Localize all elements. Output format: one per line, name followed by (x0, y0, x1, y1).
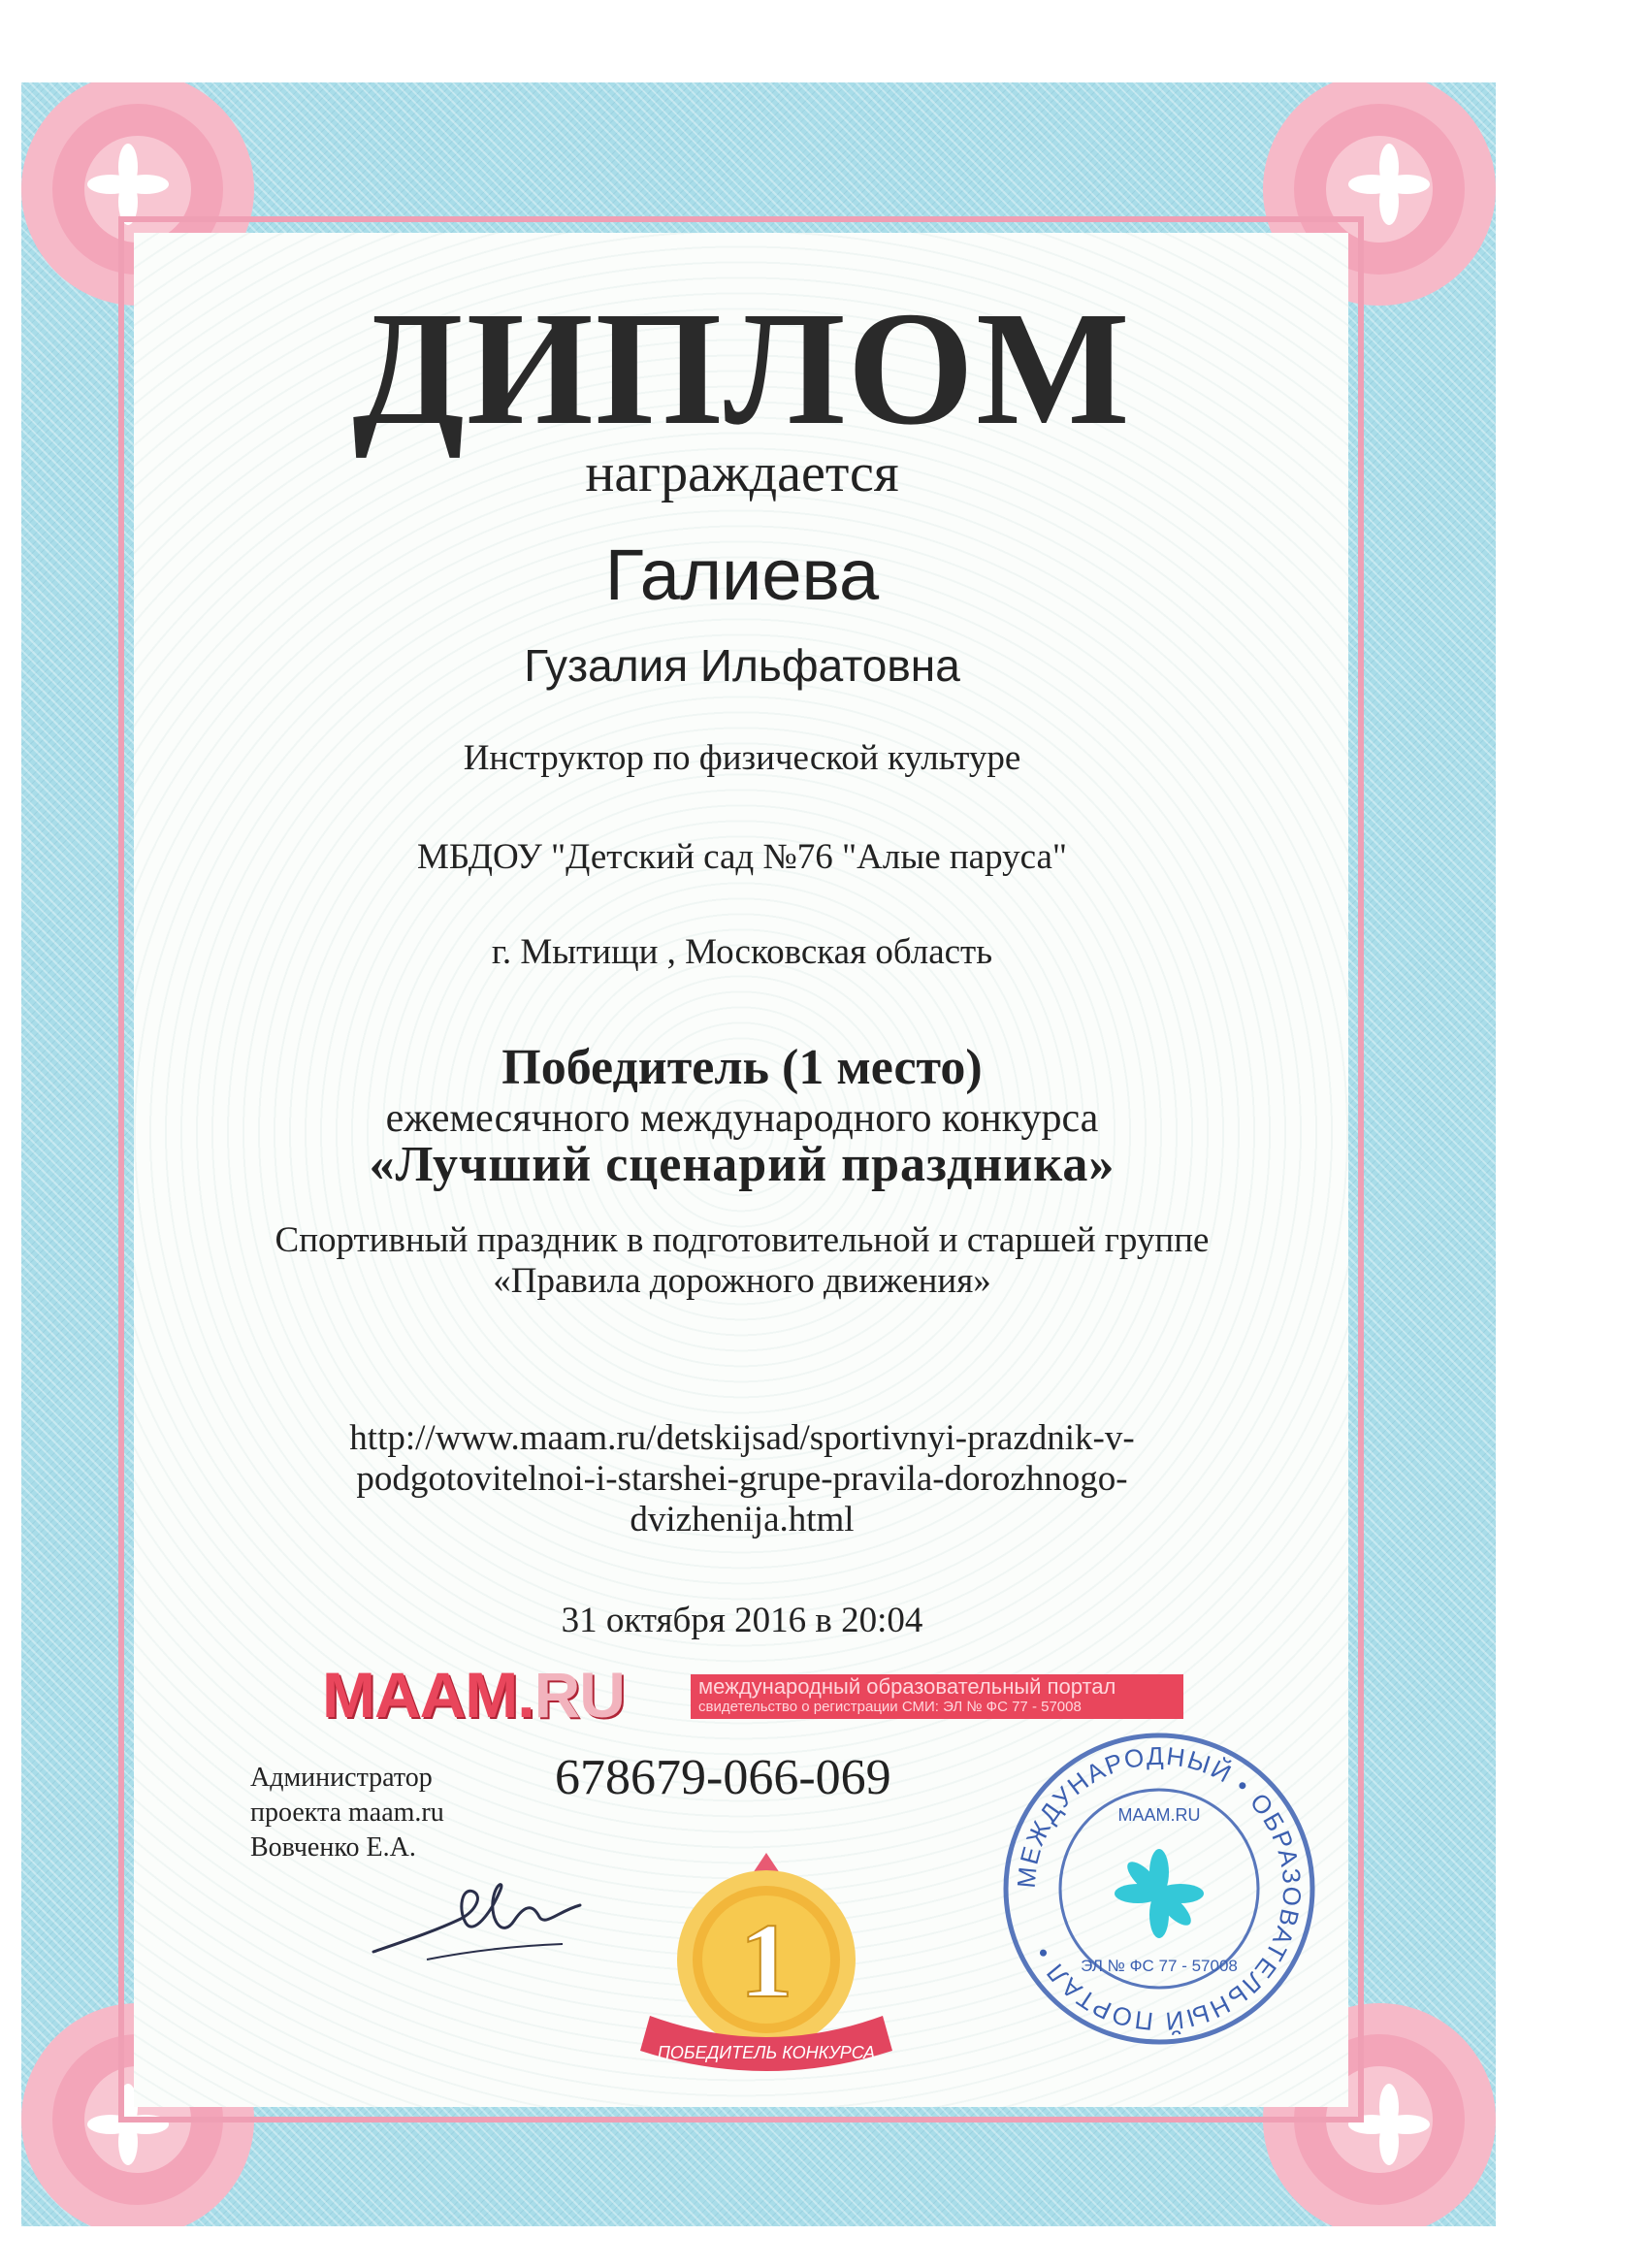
logo-tagline-band (691, 1674, 1183, 1719)
stamp-registration: ЭЛ № ФС 77 - 57008 (1081, 1957, 1238, 1975)
logo-wordmark-main: MAAM. (322, 1659, 534, 1731)
logo-wordmark (322, 1661, 625, 1729)
admin-line3: Вовченко Е.А. (250, 1832, 416, 1863)
admin-line1: Администратор (250, 1763, 433, 1793)
contest-description: ежемесячного международного конкурса (385, 1096, 1099, 1141)
medal-ribbon-label: ПОБЕДИТЕЛЬ КОНКУРСА (657, 2043, 876, 2062)
work-url-line2: podgotovitelnoi-i-starshei-grupe-pravila-dorozhnogo- (356, 1459, 1128, 1499)
logo-tagline: международный образовательный портал (698, 1674, 1116, 1699)
award-title: Победитель (1 место) (501, 1040, 983, 1095)
work-url (136, 1418, 1348, 1540)
maam-logo (322, 1659, 1116, 1731)
work-title-line2: «Правила дорожного движения» (493, 1261, 991, 1301)
logo-registration: свидетельство о регистрации СМИ: ЭЛ № ФС 77 - 57008 (698, 1699, 1082, 1715)
diploma-title: ДИПЛОМ (352, 278, 1132, 459)
award-date: 31 октября 2016 в 20:04 (561, 1601, 923, 1640)
recipient-position: Инструктор по физической культуре (463, 738, 1021, 778)
contest-name: «Лучший сценарий праздника» (369, 1137, 1116, 1192)
signature-icon (369, 1863, 592, 1969)
portal-stamp-icon (999, 1729, 1319, 2049)
medal-digit: 1 (739, 1901, 793, 2020)
awarded-label: награждается (585, 443, 899, 503)
stamp-site: MAAM.RU (1117, 1805, 1201, 1825)
stamp-outer-text: МЕЖДУНАРОДНЫЙ • ОБРАЗОВАТЕЛЬНЫЙ ПОРТАЛ • (1011, 1740, 1308, 2037)
admin-line2: проекта maam.ru (250, 1798, 444, 1828)
administrator-block (250, 1761, 444, 1865)
recipient-location: г. Мытищи , Московская область (491, 932, 993, 972)
diploma-number: 678679-066-069 (555, 1750, 891, 1805)
work-url-line3: dvizhenija.html (630, 1500, 855, 1539)
recipient-surname: Галиева (604, 535, 880, 615)
work-title-line1: Спортивный праздник в подготовительной и старшей группе (275, 1220, 1210, 1260)
recipient-organization: МБДОУ "Детский сад №76 "Алые паруса" (416, 837, 1068, 877)
winner-medal-icon (621, 1843, 912, 2095)
work-url-line1: http://www.maam.ru/detskijsad/sportivnyi-prazdnik-v- (349, 1418, 1135, 1458)
logo-wordmark-ru: RU (534, 1659, 625, 1731)
recipient-given-name: Гузалия Ильфатовна (524, 640, 960, 691)
